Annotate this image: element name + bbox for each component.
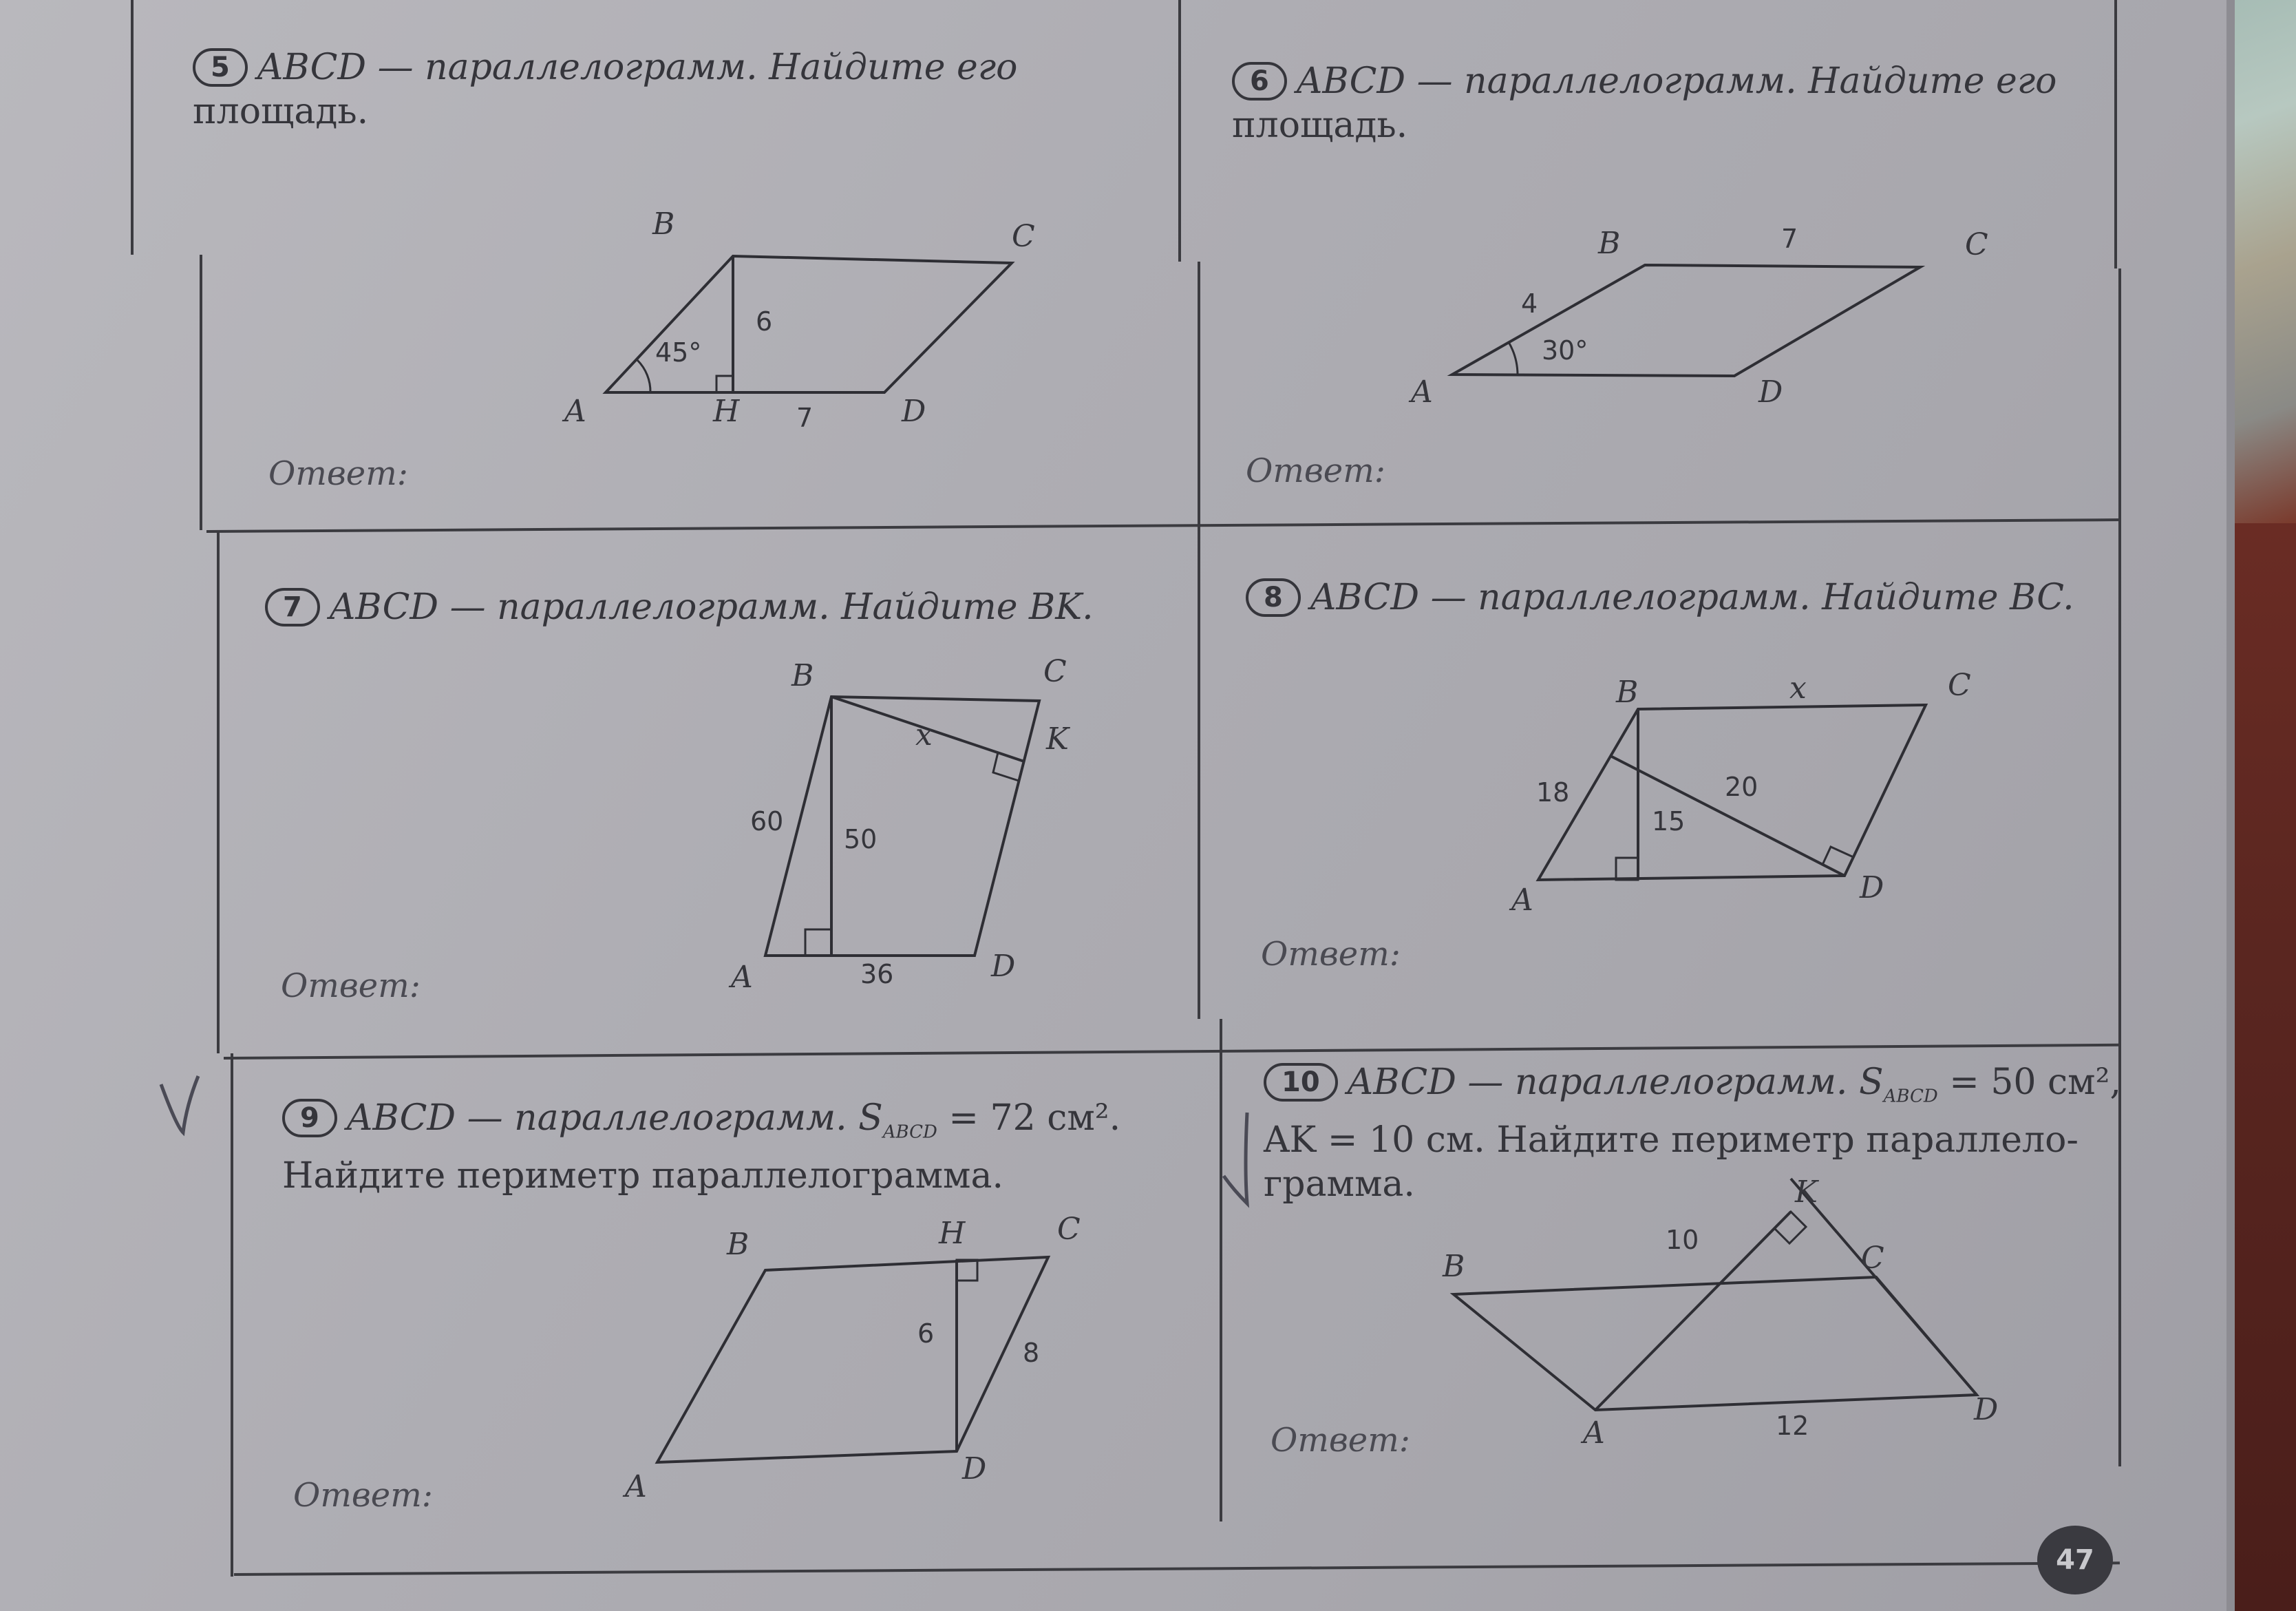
p6-side-value: 4 <box>1521 288 1538 319</box>
page-number: 47 <box>2037 1526 2113 1594</box>
problem-9-text-end: = 72 см². <box>937 1097 1121 1139</box>
problem-10-text-line2: AK = 10 см. Найдите периметр параллело- <box>1264 1119 2079 1161</box>
p10-label-K: K <box>1795 1175 1818 1210</box>
problem-9-text: ABCD — параллелограмм. S <box>346 1097 883 1139</box>
problem-9-text-line2: Найдите периметр параллелограмма. <box>282 1155 1004 1197</box>
extension-DC <box>1791 1179 1977 1395</box>
p6-angle-value: 30° <box>1542 335 1588 366</box>
problem-10-subscript: ABCD <box>1883 1086 1938 1107</box>
p8-diag-value: 20 <box>1725 772 1758 802</box>
p6-label-B: B <box>1598 226 1621 261</box>
problem-7-text: ABCD — параллелограмм. Найдите BK. <box>329 587 1094 628</box>
problem-7-answer[interactable]: Ответ: <box>281 967 421 1005</box>
p8-label-A: A <box>1511 883 1533 918</box>
p7-base-value: 36 <box>860 959 894 989</box>
problem-10-text-line3: грамма. <box>1264 1164 1415 1205</box>
problem-10-number: 10 <box>1264 1063 1338 1102</box>
p8-label-B: B <box>1616 675 1639 710</box>
p9-label-D: D <box>962 1451 987 1486</box>
problem-10-text: ABCD — параллелограмм. S <box>1347 1062 1884 1103</box>
problem-8-text: ABCD — параллелограмм. Найдите BC. <box>1310 577 2074 618</box>
problem-9-answer[interactable]: Ответ: <box>293 1476 433 1515</box>
problem-6-number: 6 <box>1232 62 1287 101</box>
p9-label-C: C <box>1057 1212 1081 1247</box>
p5-label-C: C <box>1012 219 1035 254</box>
p5-height-value: 6 <box>756 306 773 337</box>
p10-label-D: D <box>1974 1392 1999 1427</box>
p6-label-C: C <box>1965 227 1988 262</box>
problem-7-number: 7 <box>265 588 320 626</box>
right-angle-10 <box>1774 1212 1806 1243</box>
p9-side-value: 8 <box>1023 1338 1040 1368</box>
p10-label-C: C <box>1861 1241 1884 1276</box>
problem-10-answer[interactable]: Ответ: <box>1271 1421 1410 1460</box>
problem-5-text-line2: площадь. <box>193 91 369 132</box>
p7-side-value: 60 <box>750 806 784 836</box>
p8-label-D: D <box>1860 870 1884 905</box>
problem-5-text: ABCD — параллелограмм. Найдите его <box>257 47 1018 88</box>
p10-height-value: 10 <box>1666 1225 1699 1255</box>
p9-label-H: H <box>939 1216 966 1251</box>
p5-label-B: B <box>652 207 675 242</box>
p5-label-H: H <box>713 394 740 429</box>
problem-9-number: 9 <box>282 1099 337 1137</box>
p5-label-A: A <box>564 394 586 429</box>
problem-8-number: 8 <box>1246 578 1301 617</box>
p10-label-A: A <box>1583 1415 1605 1451</box>
p10-label-B: B <box>1443 1249 1465 1284</box>
p8-x: x <box>1789 671 1807 706</box>
p5-label-D: D <box>902 394 926 429</box>
p5-angle-value: 45° <box>655 337 702 368</box>
p8-side-value: 18 <box>1536 777 1570 808</box>
problem-6-answer[interactable]: Ответ: <box>1246 452 1385 490</box>
check-mark-icon-2 <box>1220 1107 1261 1210</box>
p10-base-value: 12 <box>1776 1411 1809 1441</box>
p7-label-K: K <box>1046 722 1069 757</box>
problem-5-answer[interactable]: Ответ: <box>268 454 408 493</box>
p7-label-A: A <box>731 960 753 995</box>
p9-label-B: B <box>727 1227 750 1262</box>
p7-label-B: B <box>791 658 814 693</box>
check-mark-icon <box>156 1071 204 1139</box>
parallelogram-10 <box>1454 1277 1977 1410</box>
p8-label-C: C <box>1948 668 1971 703</box>
p6-label-D: D <box>1758 375 1783 410</box>
problem-6-text-line2: площадь. <box>1232 105 1408 146</box>
p7-label-C: C <box>1043 654 1067 689</box>
p5-base-value: 7 <box>796 403 814 433</box>
problem-9-subscript: ABCD <box>882 1122 937 1143</box>
p6-top-value: 7 <box>1781 224 1798 254</box>
p7-height-value: 50 <box>844 824 878 854</box>
p9-height-value: 6 <box>917 1318 935 1349</box>
problem-5-number: 5 <box>193 48 248 87</box>
p8-height-value: 15 <box>1652 806 1686 836</box>
p7-x: x <box>915 717 933 752</box>
p7-label-D: D <box>991 949 1016 984</box>
problem-8-answer[interactable]: Ответ: <box>1261 935 1401 973</box>
p6-label-A: A <box>1411 375 1433 410</box>
problem-10-text-end: = 50 см², <box>1937 1062 2121 1103</box>
problem-6-text: ABCD — параллелограмм. Найдите его <box>1296 61 2057 102</box>
p9-label-A: A <box>625 1469 647 1504</box>
